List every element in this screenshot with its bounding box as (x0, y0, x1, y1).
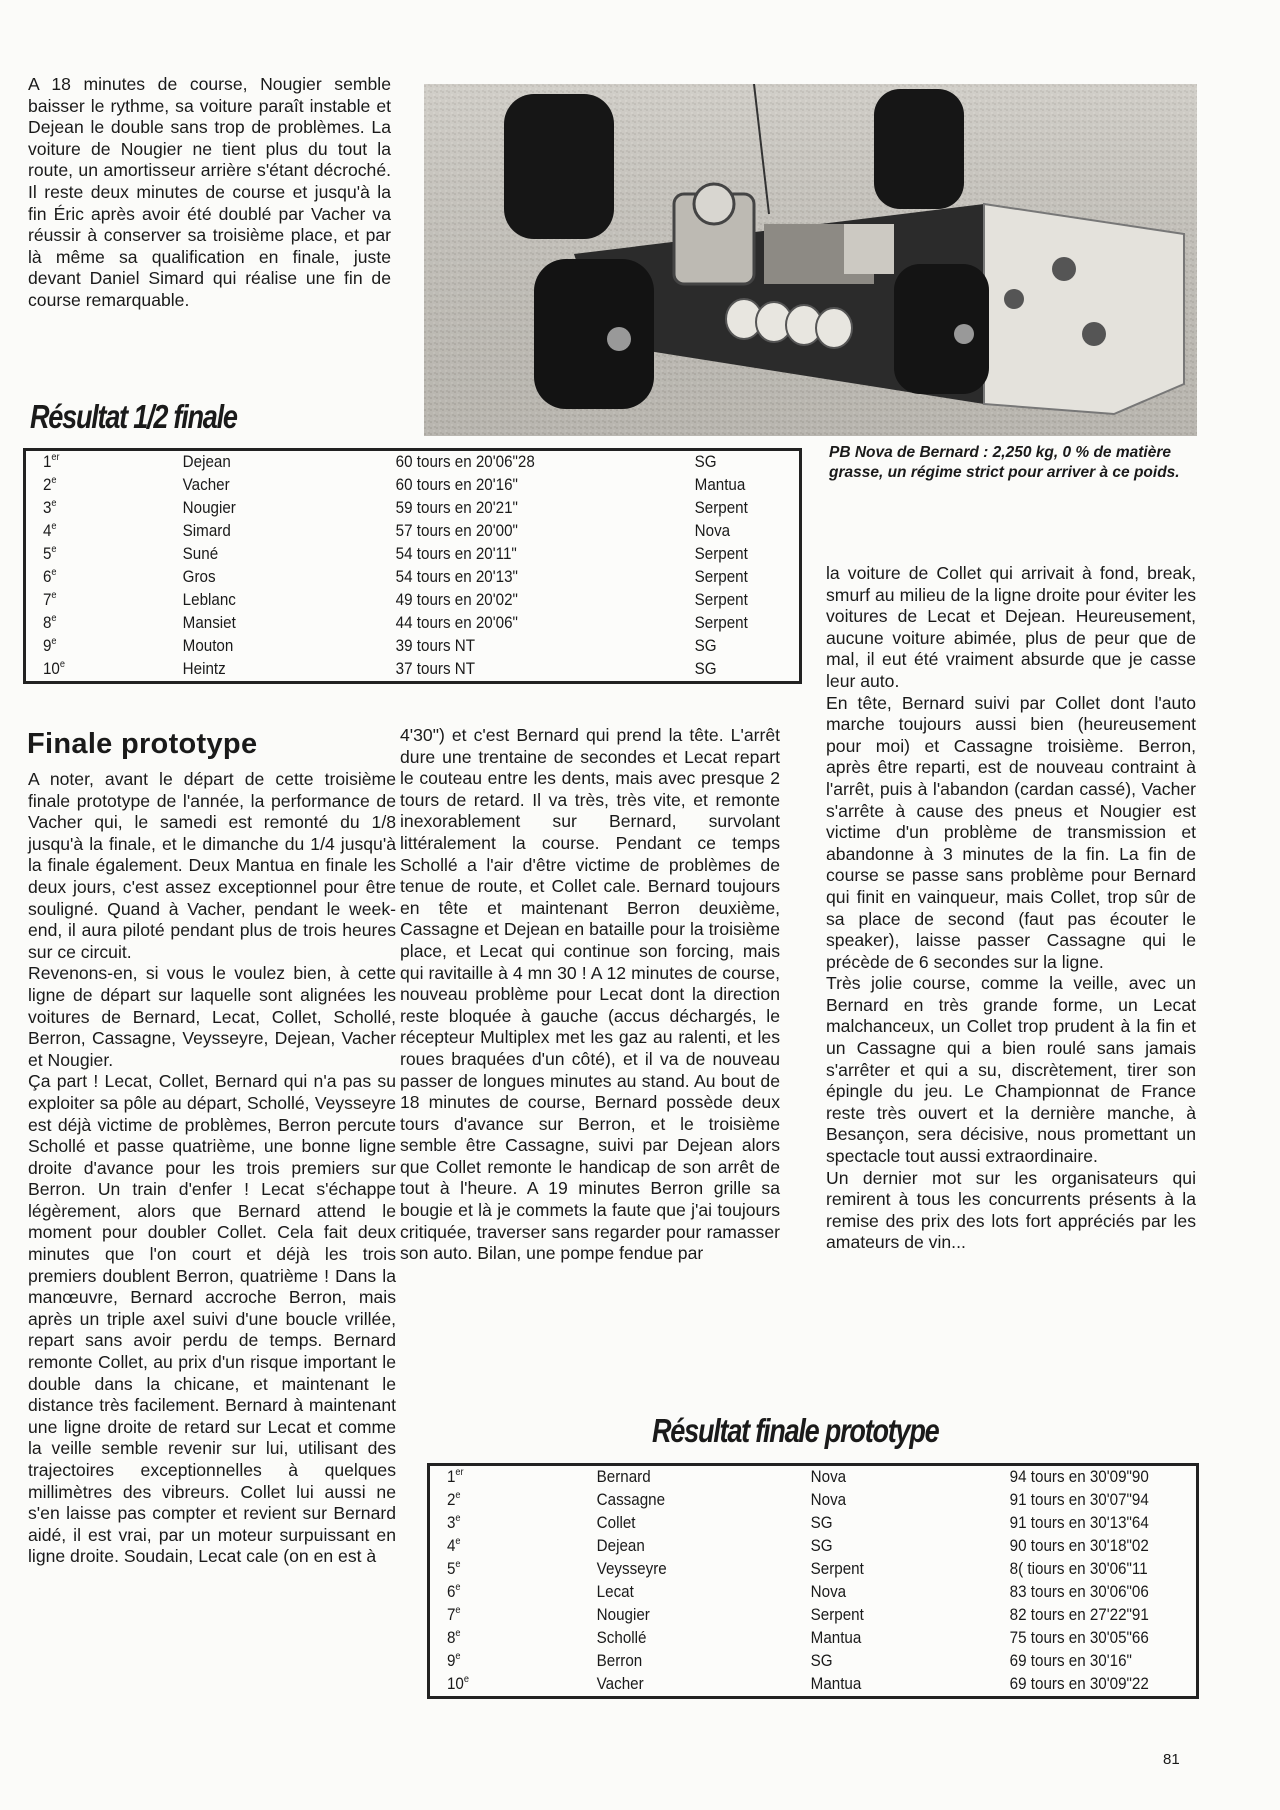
paragraph: 4'30") et c'est Bernard qui prend la tête. L'arrêt dure une trentaine de secondes et Lecat repart le couteau entre les dents, mais avec presque 2 tours de retard. Il va très, très vite, et remonte inexorablement sur Bernard, survolant littéralement la course. Pendant ce temps Schollé a l'air d'être victime de problèmes de tenue de route, et Collet cale. Bernard toujours en tête et maintenant Berron deuxième, Cassagne et Dejean en bataille pour la troisième place, et Lecat qui continue son forcing, mais qui ravitaille à 4 mn 30 ! A 12 minutes de course, nouveau problème pour Lecat dont la direction reste bloquée à gauche (accus déchargés, le récepteur Multiplex met les gaz au ralenti, et les roues braquées d'un côté), et il va de nouveau passer de longues minutes au stand. Au bout de 18 minutes de course, Bernard possède deux tours d'avance sur Berron, et le troisième semble être Cassagne, suivi par Dejean alors que Collet remonte le handicap de son arrêt de tout à l'heure. A 19 minutes Berron grille sa bougie et là je commets la faute que j'ai toujours critiquée, traverser sans regarder pour ramasser son auto. Bilan, une pompe fendue par (400, 725, 780, 1264)
rank-suffix: e (50, 498, 57, 509)
finale-results-table (427, 1463, 1199, 1699)
table-row (25, 450, 801, 475)
name-cell: Schollé (596, 1629, 647, 1647)
result-cell: 59 tours en 20'21" (395, 499, 518, 517)
brand-cell: Serpent (810, 1560, 864, 1578)
rank-number: 5 (42, 545, 51, 563)
rank-cell (25, 589, 167, 612)
name-cell: Dejean (182, 453, 231, 471)
result-cell: 69 tours en 30'16" (1009, 1652, 1132, 1670)
rank-suffix: e (454, 1605, 461, 1616)
rank-suffix: e (454, 1582, 461, 1593)
table-row (429, 1604, 1198, 1627)
rank-number: 5 (446, 1560, 455, 1578)
result-cell: 39 tours NT (395, 637, 475, 655)
rank-number: 9 (446, 1652, 455, 1670)
rank-number: 6 (446, 1583, 455, 1601)
car-photo-illustration (424, 84, 1197, 436)
table-row (429, 1489, 1198, 1512)
rank-cell (25, 497, 167, 520)
name-cell: Dejean (596, 1537, 645, 1555)
rank-suffix: e (454, 1559, 461, 1570)
rank-cell (429, 1627, 580, 1650)
rank-suffix: e (50, 521, 57, 532)
paragraph: la voiture de Collet qui arrivait à fond, break, smurf au milieu de la ligne droite pour éviter les voitures de Lecat et Dejean. Heureusement, aucune voiture abimée, plus de peur que de mal, il eut été vraiment absurde que je casse leur auto. (826, 563, 1196, 691)
table-row (25, 520, 801, 543)
rank-suffix: er (454, 1467, 464, 1478)
rank-number: 10 (446, 1675, 464, 1693)
rank-number: 7 (446, 1606, 455, 1624)
brand-cell: SG (694, 453, 717, 471)
name-cell: Heintz (182, 660, 226, 678)
rank-suffix: e (50, 590, 57, 601)
rank-cell (25, 658, 167, 683)
result-cell: 69 tours en 30'09"22 (1009, 1675, 1149, 1693)
rank-number: 10 (42, 660, 60, 678)
rank-number: 6 (42, 568, 51, 586)
result-cell: 83 tours en 30'06"06 (1009, 1583, 1149, 1601)
name-cell: Berron (596, 1652, 642, 1670)
table-row (429, 1673, 1198, 1698)
rank-suffix: e (50, 613, 57, 624)
rank-number: 1 (446, 1468, 455, 1486)
result-cell: 91 tours en 30'07"94 (1009, 1491, 1149, 1509)
table-row (25, 543, 801, 566)
rank-number: 7 (42, 591, 51, 609)
intro-text (28, 74, 391, 312)
brand-cell: Mantua (810, 1629, 862, 1647)
rank-number: 2 (446, 1491, 455, 1509)
result-cell: 44 tours en 20'06" (395, 614, 518, 632)
brand-cell: Nova (694, 522, 730, 540)
rank-suffix: e (454, 1490, 461, 1501)
rank-cell (429, 1489, 580, 1512)
article-column-1 (28, 769, 396, 1568)
brand-cell: Serpent (694, 591, 748, 609)
rank-suffix: e (463, 1674, 469, 1685)
rank-suffix: e (50, 544, 57, 555)
rank-cell (429, 1650, 580, 1673)
brand-cell: Serpent (694, 614, 748, 632)
rank-cell (25, 566, 167, 589)
rank-cell (25, 520, 167, 543)
table-row (25, 474, 801, 497)
rank-number: 8 (42, 614, 51, 632)
name-cell: Suné (182, 545, 218, 563)
paragraph: A 18 minutes de course, Nougier semble baisser le rythme, sa voiture paraît instable et Dejean le double sans trop de problèmes. La voiture de Nougier ne tient plus du tout la route, un amortisseur arrière s'étant décroché. Il reste deux minutes de course et jusqu'à la fin Éric après avoir été doublé par Vacher va réussir à conserver sa troisième place, et par là même sa qualification en finale, juste devant Daniel Simard qui réalise une fin de course remarquable. (28, 74, 391, 310)
table-row (25, 635, 801, 658)
brand-cell: SG (810, 1537, 833, 1555)
rank-cell (429, 1535, 580, 1558)
result-cell: 54 tours en 20'13" (395, 568, 518, 586)
name-cell: Mouton (182, 637, 234, 655)
rank-cell (25, 474, 167, 497)
result-cell: 60 tours en 20'16" (395, 476, 518, 494)
name-cell: Lecat (596, 1583, 634, 1601)
name-cell: Veysseyre (596, 1560, 667, 1578)
result-cell: 60 tours en 20'06"28 (395, 453, 535, 471)
rank-cell (429, 1581, 580, 1604)
rank-number: 2 (42, 476, 51, 494)
name-cell: Nougier (182, 499, 236, 517)
brand-cell: Mantua (810, 1675, 862, 1693)
finale-results-heading: Résultat finale prototype (652, 1412, 939, 1449)
name-cell: Gros (182, 568, 216, 586)
table-row (25, 566, 801, 589)
result-cell: 37 tours NT (395, 660, 475, 678)
paragraph: En tête, Bernard suivi par Collet dont l'auto marche toujours aussi bien (heureusement pour moi) et Cassagne troisième. Berron, après être reparti, est de nouveau contraint à l'arrêt, puis à l'abandon (cardan cassé), Vacher s'arrête à cause des pneus et Nougier est victime d'un problème de transmission et abandonne à 3 minutes de la fin. La fin de course se passe sans problème pour Bernard qui finit en vainqueur, mais Collet, trop sûr de sa place de second (faut pas écouter le speaker), laisse passer Cassagne qui le précède de 6 secondes sur la ligne. (826, 692, 1196, 972)
rank-cell (25, 450, 167, 475)
rank-suffix: e (454, 1628, 461, 1639)
rank-cell (429, 1465, 580, 1490)
name-cell: Mansiet (182, 614, 236, 632)
table-row (429, 1535, 1198, 1558)
brand-cell: SG (694, 660, 717, 678)
brand-cell: SG (694, 637, 717, 655)
brand-cell: Serpent (694, 545, 748, 563)
table-row (429, 1627, 1198, 1650)
rank-number: 8 (446, 1629, 455, 1647)
rank-suffix: e (454, 1651, 461, 1662)
result-cell: 90 tours en 30'18"02 (1009, 1537, 1149, 1555)
rank-number: 3 (42, 499, 51, 517)
paragraph: Revenons-en, si vous le voulez bien, à cette ligne de départ sur laquelle sont alignées les voitures de Bernard, Lecat, Collet, Schollé, Berron, Cassagne, Veysseyre, Dejean, Vacher et Nougier. (28, 963, 396, 1070)
rank-cell (25, 635, 167, 658)
photo-caption: PB Nova de Bernard : 2,250 kg, 0 % de matière grasse, un régime strict pour arriver à ce poids. (829, 444, 1180, 481)
page-number: 81 (1163, 1751, 1180, 1768)
table-row (429, 1558, 1198, 1581)
brand-cell: Mantua (694, 476, 746, 494)
rank-number: 3 (446, 1514, 455, 1532)
result-cell: 54 tours en 20'11" (395, 545, 517, 563)
brand-cell: Nova (810, 1468, 846, 1486)
table-row (25, 658, 801, 683)
half-final-results-heading: Résultat 1/2 finale (30, 398, 237, 435)
article-column-2 (400, 725, 780, 1265)
brand-cell: Serpent (810, 1606, 864, 1624)
result-cell: 91 tours en 30'13"64 (1009, 1514, 1149, 1532)
paragraph: A noter, avant le départ de cette troisième finale prototype de l'année, la performance de Vacher qui, le samedi est remonté du 1/8 jusqu'à la finale, et le dimanche du 1/4 jusqu'à la finale également. Deux Mantua en finale les deux jours, c'est assez exceptionnel pour être souligné. Quand à Vacher, pendant le week-end, il aura piloté pendant plus de trois heures sur ce circuit. (28, 769, 396, 962)
name-cell: Collet (596, 1514, 636, 1532)
rank-suffix: e (454, 1536, 461, 1547)
rank-number: 9 (42, 637, 51, 655)
brand-cell: SG (810, 1652, 833, 1670)
table-row (25, 589, 801, 612)
rank-cell (429, 1512, 580, 1535)
table-row (25, 497, 801, 520)
rank-cell (429, 1673, 580, 1698)
brand-cell: Serpent (694, 499, 748, 517)
name-cell: Simard (182, 522, 231, 540)
brand-cell: SG (810, 1514, 833, 1532)
finale-prototype-heading: Finale prototype (27, 728, 258, 760)
rank-suffix: e (50, 475, 57, 486)
rank-number: 1 (42, 453, 51, 471)
name-cell: Vacher (596, 1675, 644, 1693)
half-final-results-table (23, 448, 802, 684)
name-cell: Bernard (596, 1468, 651, 1486)
article-column-3 (826, 563, 1196, 1254)
rank-suffix: e (59, 659, 65, 670)
result-cell: 82 tours en 27'22"91 (1009, 1606, 1149, 1624)
table-row (429, 1650, 1198, 1673)
name-cell: Leblanc (182, 591, 236, 609)
table-row (429, 1581, 1198, 1604)
rank-cell (25, 543, 167, 566)
result-cell: 94 tours en 30'09"90 (1009, 1468, 1149, 1486)
rank-cell (25, 612, 167, 635)
rank-cell (429, 1558, 580, 1581)
rank-number: 4 (42, 522, 51, 540)
brand-cell: Nova (810, 1583, 846, 1601)
brand-cell: Nova (810, 1491, 846, 1509)
table-row (25, 612, 801, 635)
result-cell: 75 tours en 30'05"66 (1009, 1629, 1149, 1647)
rank-suffix: er (50, 452, 60, 463)
name-cell: Cassagne (596, 1491, 665, 1509)
result-cell: 49 tours en 20'02" (395, 591, 518, 609)
paragraph: Ça part ! Lecat, Collet, Bernard qui n'a pas su exploiter sa pôle au départ, Schollé, Veysseyre est déjà victime de problèmes, Berron percute Schollé et passe quatrième, une bonne ligne droite d'avance pour les trois premiers sur Berron. Un train d'enfer ! Lecat s'échappe légèrement, alors que Bernard attend le moment pour doubler Collet. Cela fait deux minutes que l'on court et déjà les trois premiers doublent Berron, quatrième ! Dans la manœuvre, Bernard accroche Berron, mais après un triple axel suivi d'une boucle vrillée, repart sans avoir perdu de temps. Bernard remonte Collet, au prix d'un risque important le double dans la chicane, et maintenant le distance très facilement. Bernard à maintenant une ligne droite de retard sur Lecat et comme la veille semble revenir sur lui, utilisant des trajectoires exceptionnelles à quelques millimètres des vibreurs. Collet lui aussi ne s'en laisse pas compter et revient sur Bernard aidé, il est vrai, par un moteur surpuissant en ligne droite. Soudain, Lecat cale (on en est à (28, 1071, 396, 1567)
name-cell: Vacher (182, 476, 230, 494)
table-row (429, 1512, 1198, 1535)
name-cell: Nougier (596, 1606, 650, 1624)
rank-suffix: e (50, 636, 57, 647)
result-cell: 57 tours en 20'00" (395, 522, 518, 540)
rank-suffix: e (50, 567, 57, 578)
paragraph: Un dernier mot sur les organisateurs qui remirent à tous les concurrents présents à la remise des prix des lots fort appréciés par les amateurs de vin... (826, 1167, 1196, 1253)
rank-cell (429, 1604, 580, 1627)
table-row (429, 1465, 1198, 1490)
paragraph: Très jolie course, comme la veille, avec un Bernard en très grande forme, un Lecat malchanceux, un Collet trop prudent à la fin et un Cassagne qui a bien roulé sans jamais s'arrêter et qui a su, discrètement, tirer son épingle du jeu. Le Championnat de France reste très ouvert et la dernière manche, à Besançon, sera décisive, nous promettant un spectacle tout aussi extraordinaire. (826, 973, 1196, 1167)
rank-number: 4 (446, 1537, 455, 1555)
rank-suffix: e (454, 1513, 461, 1524)
car-photo (424, 84, 1197, 436)
result-cell: 8( tiours en 30'06"11 (1009, 1560, 1148, 1578)
brand-cell: Serpent (694, 568, 748, 586)
